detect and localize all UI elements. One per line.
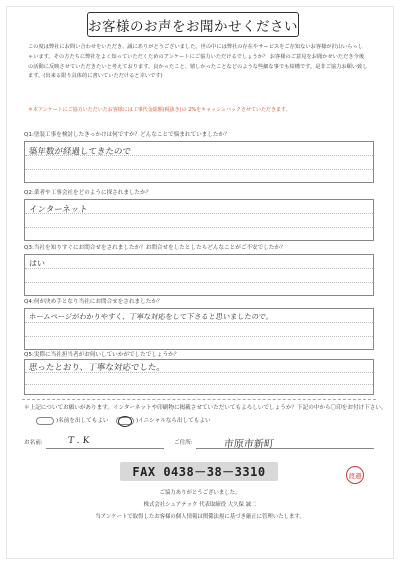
option-name-allowed[interactable] [36, 416, 109, 425]
writing-line [25, 322, 373, 323]
consent-request: ＊上記についてお願いがあります。インターネットや印刷物に掲載させていただいてもよろしいでしょうか？下記の中から〇印をお付け下さい。 [24, 405, 387, 411]
writing-line [25, 268, 373, 269]
writing-line [25, 169, 373, 170]
writing-line [25, 384, 373, 385]
name-label: お名前: [24, 440, 43, 446]
address-label: ご住所: [174, 440, 193, 446]
thanks-text: ご協力ありがとうございました。 [159, 490, 241, 496]
question-2-answer-box[interactable] [24, 199, 374, 241]
question-1-answer-box[interactable] [24, 141, 374, 183]
question-3-label: Q3:当社を知りすぐにお問合せをされましたか？お問合せをしたとしたらどんなことがご不安でしたか？ [24, 245, 286, 251]
writing-line [25, 282, 373, 283]
dashed-divider [22, 399, 376, 400]
question-4-answer-box[interactable] [24, 308, 374, 350]
fax-number: FAX 0438－38－3310 [120, 462, 278, 481]
address-value: 市原市新町 [223, 439, 275, 450]
question-1-label: Q1:塗装工事を検討したきっかけは何ですか？どんなことで悩まれていましたか？ [24, 132, 230, 138]
question-2-answer: インターネット [28, 205, 89, 215]
cashback-note: ＊本アンケートにご協力いただいたお客様には工事代金総額(税抜き)の 2%をキャッシュバックさせていただきます。 [28, 107, 291, 113]
privacy-note: 当アンケートで取得したお客様の個人情報は関係法規に基づき厳正に管理いたします。 [95, 514, 305, 520]
option-name-checkbox[interactable] [36, 417, 54, 425]
customer-info-row [24, 434, 374, 450]
option-name-label: )名前を出してもよい [56, 418, 109, 424]
option-initial-allowed[interactable] [116, 416, 211, 425]
intro-text: この度は弊社にお問い合わせをいただき、誠にありがとうございました。世の中には弊社の存在やサービスをご存知ないお客様が沢山いらっしゃいます。その方たちに弊社をよく知っていただくためのアンケートにご協力いただけるでしょうか？ お客様のご意見をお聞かせいただき今後の活動に反映させていただきたいと考えております。良かったこと、嬉しかったことなどのような些細な事でも結構です。是非ご協力お願い致します。(出来る限り具体的に書いていただけると幸いです) [28, 44, 368, 80]
question-3-answer-box[interactable] [24, 254, 374, 296]
name-underline [46, 448, 164, 449]
question-2-label: Q2:業者や工事会社をどのように探されましたか？ [24, 190, 152, 196]
writing-line [25, 227, 373, 228]
company-name: 株式会社シェアテック 代表取締役 大久保 誠二 [143, 502, 257, 508]
option-initial-label: )イニシャルなら出してもよい [136, 418, 211, 424]
question-5-label: Q5:実際に当社担当者がお伺いしていかがでしたでしょうか？ [24, 352, 180, 358]
circle-mark [118, 416, 132, 427]
question-4-answer: ホームページがわかりやすく、丁寧な対応をして下さると思いましたので。 [28, 312, 274, 321]
name-value: T . K [67, 436, 90, 446]
question-1-answer: 築年数が経過してきたので [28, 147, 132, 157]
question-5-answer-box[interactable] [24, 359, 374, 395]
approval-stamp: 渡邉 [346, 466, 364, 484]
option-initial-checkbox[interactable] [116, 417, 134, 425]
writing-line [25, 336, 373, 337]
form-title: お客様のお声をお聞かせください [87, 12, 299, 37]
question-4-label: Q4:何が決め手となり当社にお問合せをされましたか？ [24, 299, 163, 305]
address-underline [196, 448, 374, 449]
question-5-answer: 思ったとおり、丁寧な対応でした。 [28, 363, 166, 373]
question-3-answer: はい [28, 259, 46, 268]
